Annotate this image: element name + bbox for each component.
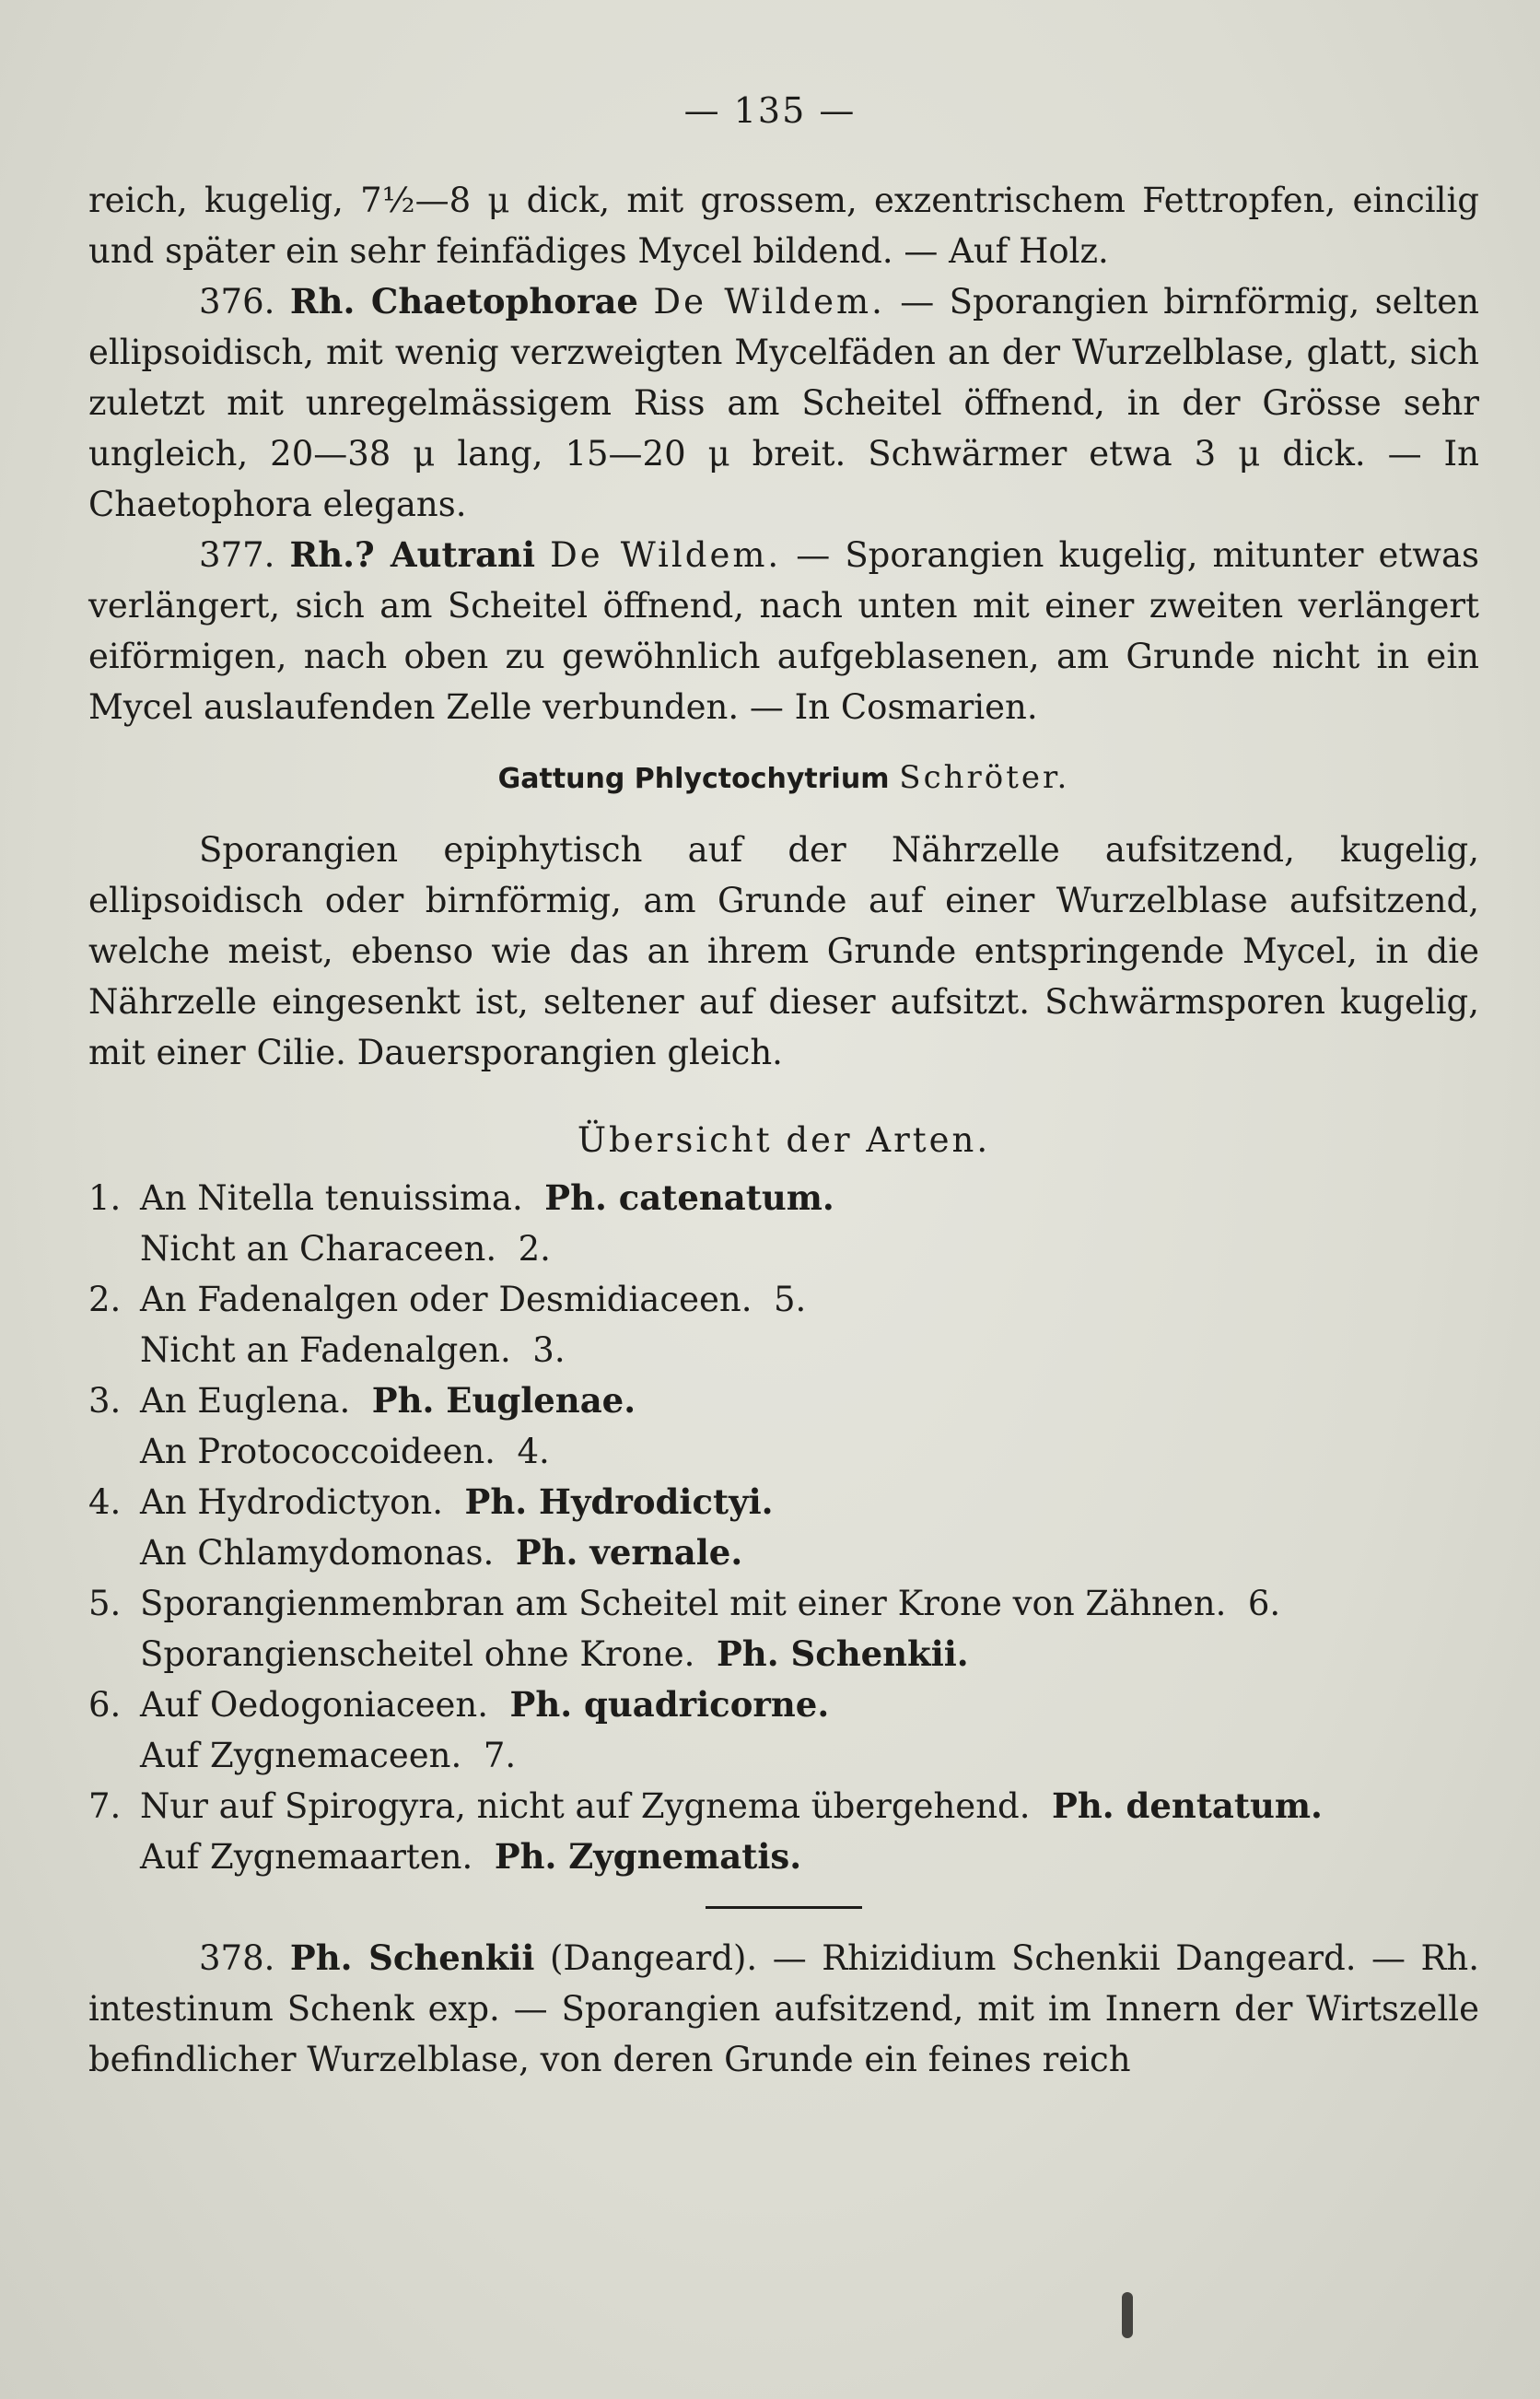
key-alternative	[88, 1831, 1479, 1882]
species-author: De Wildem.	[653, 282, 885, 322]
key-species: Ph. Schenkii.	[716, 1633, 969, 1674]
page-number: — 135 —	[683, 90, 857, 131]
key-ref: 5.	[774, 1280, 807, 1319]
key-ref: 4.	[517, 1432, 550, 1471]
key-text: Sporangienmembran am Scheitel mit einer Krone von Zähnen.	[140, 1584, 1227, 1623]
key-ref: 3.	[532, 1330, 566, 1370]
genus-heading	[88, 753, 1479, 804]
key-species: Ph. dentatum.	[1052, 1785, 1323, 1826]
species-name: Ph. Schenkii	[289, 1937, 535, 1978]
genus-author: Schröter.	[899, 759, 1070, 796]
key-text: Auf Oedogoniaceen.	[140, 1685, 488, 1725]
entry-376	[88, 276, 1479, 530]
key-text: Nur auf Spirogyra, nicht auf Zygnema übergehend.	[140, 1786, 1031, 1826]
key-alternative	[88, 1629, 1479, 1679]
ink-blot	[1122, 2292, 1133, 2338]
key-item	[88, 1578, 1479, 1629]
key-item	[88, 1679, 1479, 1730]
entry-text: — Sporangien kugelig, mitunter etwas verlängert, sich am Scheitel öffnend, nach unten mit einer zweiten verlängert eiförmigen, nach oben zu gewöhnlich aufgeblasenen, am Grunde nicht in ein Mycel auslaufenden Zelle verbunden. — In Cosmarien.	[88, 535, 1480, 727]
key-item	[88, 1781, 1479, 1831]
key-species: Ph. quadricorne.	[509, 1684, 830, 1725]
key-species: Ph. Euglenae.	[371, 1380, 636, 1421]
key-text: An Nitella tenuissima.	[140, 1178, 523, 1218]
key-text: Auf Zygnemaceen.	[140, 1736, 462, 1775]
key-text: Nicht an Characeen.	[140, 1229, 497, 1269]
species-name: Rh.? Autrani	[289, 534, 535, 575]
key-species: Ph. catenatum.	[544, 1177, 834, 1218]
key-text: Auf Zygnemaarten.	[140, 1837, 473, 1877]
key-text: An Chlamydomonas.	[140, 1533, 495, 1573]
entry-text: — Sporangien birnförmig, selten ellipsoidisch, mit wenig verzweigten Mycelfäden an der Wurzelblase, glatt, sich zuletzt mit unregelmässigem Riss am Scheitel öffnend, in der Grösse sehr ungleich, 20—38 μ lang, 15—20 μ breit. Schwärmer etwa 3 μ dick. — In Chaetophora elegans.	[88, 282, 1480, 524]
key-alternative	[88, 1325, 1479, 1375]
species-name: Rh. Chaetophorae	[289, 281, 638, 322]
key-species: Ph. vernale.	[515, 1532, 743, 1573]
key-text: An Hydrodictyon.	[140, 1482, 444, 1522]
key-alternative	[88, 1730, 1479, 1781]
key-ref: 6.	[1247, 1584, 1281, 1623]
paragraph-intro: reich, kugelig, 7½—8 μ dick, mit grossem, exzentrischem Fettropfen, eincilig und später ein sehr feinfädiges Mycel bildend. — Auf Holz.	[88, 181, 1479, 271]
key-number: 6.	[88, 1685, 122, 1725]
key-item	[88, 1477, 1479, 1527]
overview-heading: Übersicht der Arten.	[577, 1120, 991, 1160]
section-divider	[706, 1906, 862, 1909]
key-item	[88, 1274, 1479, 1325]
key-number: 3.	[88, 1381, 122, 1421]
key-item	[88, 1375, 1479, 1426]
species-author: (Dangeard).	[550, 1938, 758, 1978]
entry-number: 377.	[199, 535, 275, 575]
key-alternative	[88, 1223, 1479, 1274]
key-number: 4.	[88, 1482, 122, 1522]
key-item	[88, 1173, 1479, 1223]
entry-number: 376.	[199, 282, 275, 322]
entry-number: 378.	[199, 1938, 275, 1978]
key-ref: 2.	[518, 1229, 551, 1269]
key-alternative	[88, 1527, 1479, 1578]
key-alternative	[88, 1426, 1479, 1477]
key-text: Sporangienscheitel ohne Krone.	[140, 1634, 695, 1674]
key-text: An Protococcoideen.	[140, 1432, 496, 1471]
species-author: De Wildem.	[550, 535, 782, 575]
species-key	[88, 1173, 1479, 1882]
key-species: Ph. Zygnematis.	[494, 1836, 802, 1877]
key-number: 1.	[88, 1178, 122, 1218]
key-ref: 7.	[483, 1736, 517, 1775]
entry-text: — Rhizidium Schenkii Dangeard. — Rh. intestinum Schenk exp. — Sporangien aufsitzend, mit im Innern der Wirtszelle befindlicher Wurzelblase, von deren Grunde ein feines reich	[88, 1938, 1480, 2079]
key-number: 7.	[88, 1786, 122, 1826]
key-text: Nicht an Fadenalgen.	[140, 1330, 511, 1370]
genus-title: Gattung Phlyctochytrium	[497, 763, 890, 795]
page-text	[88, 175, 1479, 2085]
key-species: Ph. Hydrodictyi.	[464, 1481, 774, 1522]
entry-378	[88, 1933, 1479, 2085]
entry-377	[88, 530, 1479, 732]
key-number: 5.	[88, 1584, 122, 1623]
key-number: 2.	[88, 1280, 122, 1319]
genus-description: Sporangien epiphytisch auf der Nährzelle aufsitzend, kugelig, ellipsoidisch oder birnförmig, am Grunde auf einer Wurzelblase aufsitzend, welche meist, ebenso wie das an ihrem Grunde entspringende Mycel, in die Nährzelle eingesenkt ist, seltener auf dieser aufsitzt. Schwärmsporen kugelig, mit einer Cilie. Dauersporangien gleich.	[88, 830, 1479, 1072]
key-text: An Fadenalgen oder Desmidiaceen.	[140, 1280, 752, 1319]
key-text: An Euglena.	[140, 1381, 351, 1421]
